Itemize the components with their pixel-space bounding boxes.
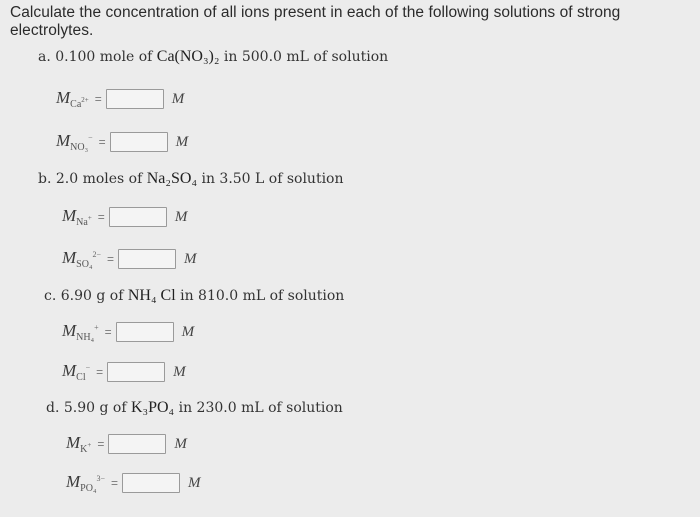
- ion-symbol: Cl: [76, 372, 86, 383]
- part-d-ion-1-label: [66, 433, 91, 455]
- molarity-symbol: M: [62, 206, 77, 225]
- part-b-ion-1-label: [62, 206, 92, 228]
- part-d-ion-1-input[interactable]: [108, 434, 166, 454]
- part-d-ion-2-input[interactable]: [122, 473, 180, 493]
- part-b-ion-2-row: [62, 247, 196, 271]
- equals-sign: =: [97, 210, 105, 224]
- part-a-title: [38, 48, 388, 66]
- part-d-ion-2-label: [66, 472, 105, 494]
- unit-label: M: [173, 363, 186, 380]
- part-d-prefix: d. 5.90 g of: [46, 400, 127, 416]
- part-c-prefix: c. 6.90 g of: [44, 288, 124, 304]
- part-c-ion-1-label: [62, 321, 99, 343]
- part-b-formula: Na₂SO₄: [146, 170, 198, 187]
- ion-charge: −: [85, 363, 91, 372]
- ion-symbol: K: [80, 444, 88, 455]
- molarity-symbol: M: [66, 433, 81, 452]
- molarity-symbol: M: [62, 361, 77, 380]
- equals-sign: =: [98, 135, 106, 149]
- ion-charge: +: [87, 214, 92, 222]
- molarity-symbol: M: [56, 88, 71, 107]
- unit-label: M: [181, 323, 195, 340]
- unit-label: M: [171, 90, 185, 107]
- ion-symbol: PO₄: [80, 483, 97, 494]
- part-c-ion-2-input[interactable]: [107, 362, 165, 382]
- part-c-formula: NH₄ Cl: [127, 287, 176, 304]
- unit-label: M: [174, 208, 188, 225]
- equals-sign: =: [94, 92, 102, 106]
- part-b-ion-1-input[interactable]: [109, 207, 167, 227]
- equals-sign: =: [96, 365, 104, 379]
- part-d-ion-2-row: [66, 471, 200, 495]
- molarity-symbol: M: [56, 131, 71, 150]
- part-c-ion-2-label: [62, 361, 90, 383]
- ion-symbol: Na: [76, 217, 88, 228]
- ion-charge: 2+: [81, 96, 89, 104]
- ion-charge: −: [88, 133, 93, 142]
- part-d-formula: K₃PO₄: [130, 399, 175, 416]
- part-b-ion-2-input[interactable]: [118, 249, 176, 269]
- part-d-title: [46, 399, 343, 417]
- unit-label: M: [174, 435, 187, 452]
- molarity-symbol: M: [62, 248, 77, 267]
- molarity-symbol: M: [62, 321, 77, 340]
- molarity-symbol: M: [66, 472, 81, 491]
- part-c-ion-1-input[interactable]: [116, 322, 174, 342]
- part-a-prefix: a. 0.100 mole of: [38, 49, 153, 65]
- part-a-formula: Ca(NO₃)₂: [156, 48, 220, 65]
- equals-sign: =: [106, 252, 114, 266]
- ion-charge: +: [87, 441, 92, 449]
- equals-sign: =: [104, 325, 112, 339]
- part-a-ion-2-row: [56, 130, 188, 154]
- part-c-ion-1-row: [62, 320, 194, 344]
- part-a-ion-1-row: [56, 87, 184, 111]
- ion-charge: 2−: [92, 250, 101, 259]
- part-a-ion-1-input[interactable]: [106, 89, 164, 109]
- unit-label: M: [187, 474, 201, 491]
- equals-sign: =: [110, 476, 118, 490]
- part-a-ion-2-input[interactable]: [110, 132, 168, 152]
- question-prompt: Calculate the concentration of all ions present in each of the following solutions of strong electrolytes.: [10, 4, 621, 39]
- part-a-suffix: in 500.0 mL of solution: [223, 49, 389, 65]
- part-a-ion-1-label: [56, 88, 89, 110]
- part-b-ion-1-row: [62, 205, 187, 229]
- part-d-suffix: in 230.0 mL of solution: [178, 400, 343, 416]
- part-c-suffix: in 810.0 mL of solution: [180, 288, 345, 304]
- unit-label: M: [175, 133, 189, 150]
- part-b-title: [38, 170, 344, 188]
- part-b-prefix: b. 2.0 moles of: [38, 171, 143, 187]
- equals-sign: =: [97, 437, 105, 451]
- ion-symbol: Ca: [70, 99, 82, 110]
- part-a-ion-2-label: [56, 131, 93, 153]
- part-b-suffix: in 3.50 L of solution: [201, 171, 344, 187]
- ion-charge: 3−: [96, 474, 105, 483]
- part-c-title: [44, 287, 344, 305]
- part-d-ion-1-row: [66, 432, 187, 456]
- ion-charge: +: [94, 323, 99, 332]
- ion-symbol: NH₄: [76, 332, 95, 343]
- ion-symbol: SO₄: [76, 259, 93, 270]
- ion-symbol: NO₃: [70, 142, 89, 153]
- part-b-ion-2-label: [62, 248, 101, 270]
- part-c-ion-2-row: [62, 360, 186, 384]
- unit-label: M: [183, 250, 197, 267]
